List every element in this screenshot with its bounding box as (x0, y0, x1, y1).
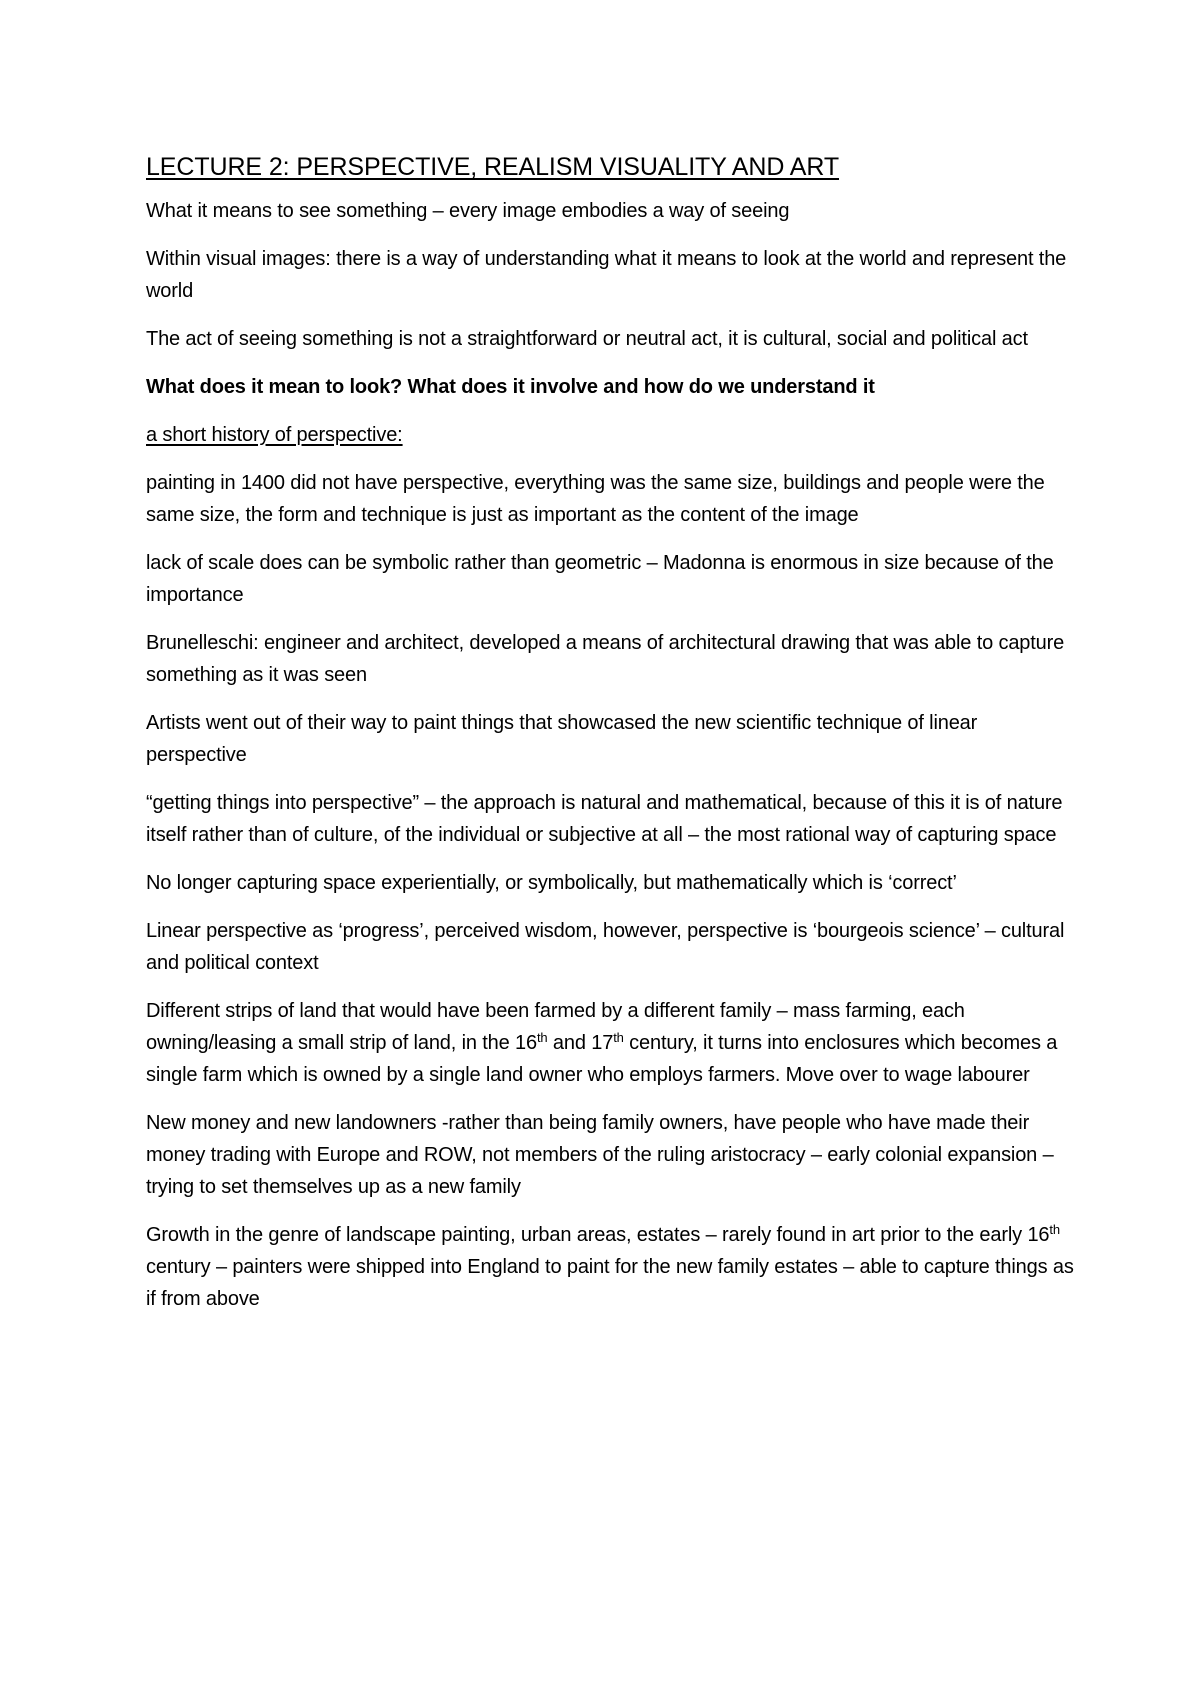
paragraph-getting-things-into-perspective: “getting things into perspective” – the approach is natural and mathematical, because of this it is of nature itself rather than of culture, of the individual or subjective at all – the most rational way of capturing space (146, 792, 1063, 846)
superscript-th: th (536, 1030, 548, 1045)
enclosures-text-3: century, it turns into enclosures which becomes a single farm which is owned by a single land owner who employs farmers. Move over to wage labourer (146, 1032, 1058, 1086)
paragraph-linear-perspective-progress: Linear perspective as ‘progress’, perceived wisdom, however, perspective is ‘bourgeois science’ – cultural and political context (146, 920, 1065, 974)
enclosures-text-1: Different strips of land that would have been farmed by a different family – mass farming, each owning/leasing a small strip of land, in the 16 (146, 1000, 965, 1054)
superscript-th: th (1049, 1222, 1060, 1237)
paragraph-no-longer-capturing: No longer capturing space experientially, or symbolically, but mathematically which is ‘correct’ (146, 872, 957, 894)
paragraph-enclosures (146, 995, 1076, 1091)
paragraph-lack-of-scale: lack of scale does can be symbolic rather than geometric – Madonna is enormous in size because of the importance (146, 552, 1054, 606)
paragraph-visual-images: Within visual images: there is a way of understanding what it means to look at the world and represent the world (146, 248, 1067, 302)
document-body (146, 150, 1076, 1331)
lecture-title: LECTURE 2: PERSPECTIVE, REALISM VISUALITY AND ART (146, 153, 840, 181)
paragraph-new-money: New money and new landowners -rather than being family owners, have people who have made their money trading with Europe and ROW, not members of the ruling aristocracy – early colonial expansion – trying to set themselves up as a new family (146, 1112, 1054, 1198)
history-subheading: a short history of perspective: (146, 424, 403, 446)
enclosures-text-2: and 17 (547, 1032, 614, 1054)
paragraph-painting-1400: painting in 1400 did not have perspective, everything was the same size, buildings and people were the same size, the form and technique is just as important as the content of the image (146, 472, 1045, 526)
question-heading: What does it mean to look? What does it involve and how do we understand it (146, 376, 875, 398)
landscape-text-2: century – painters were shipped into England to paint for the new family estates – able to capture things as if from above (146, 1256, 1074, 1310)
paragraph-brunelleschi: Brunelleschi: engineer and architect, developed a means of architectural drawing that was able to capture something as it was seen (146, 632, 1065, 686)
paragraph-artists: Artists went out of their way to paint things that showcased the new scientific technique of linear perspective (146, 712, 978, 766)
paragraph-landscape-painting (146, 1219, 1076, 1315)
paragraph-ways-of-seeing: What it means to see something – every image embodies a way of seeing (146, 200, 790, 222)
superscript-th: th (613, 1030, 624, 1045)
landscape-text-1: Growth in the genre of landscape painting, urban areas, estates – rarely found in art prior to the early 16 (146, 1224, 1050, 1246)
paragraph-act-of-seeing: The act of seeing something is not a straightforward or neutral act, it is cultural, social and political act (146, 328, 1028, 350)
